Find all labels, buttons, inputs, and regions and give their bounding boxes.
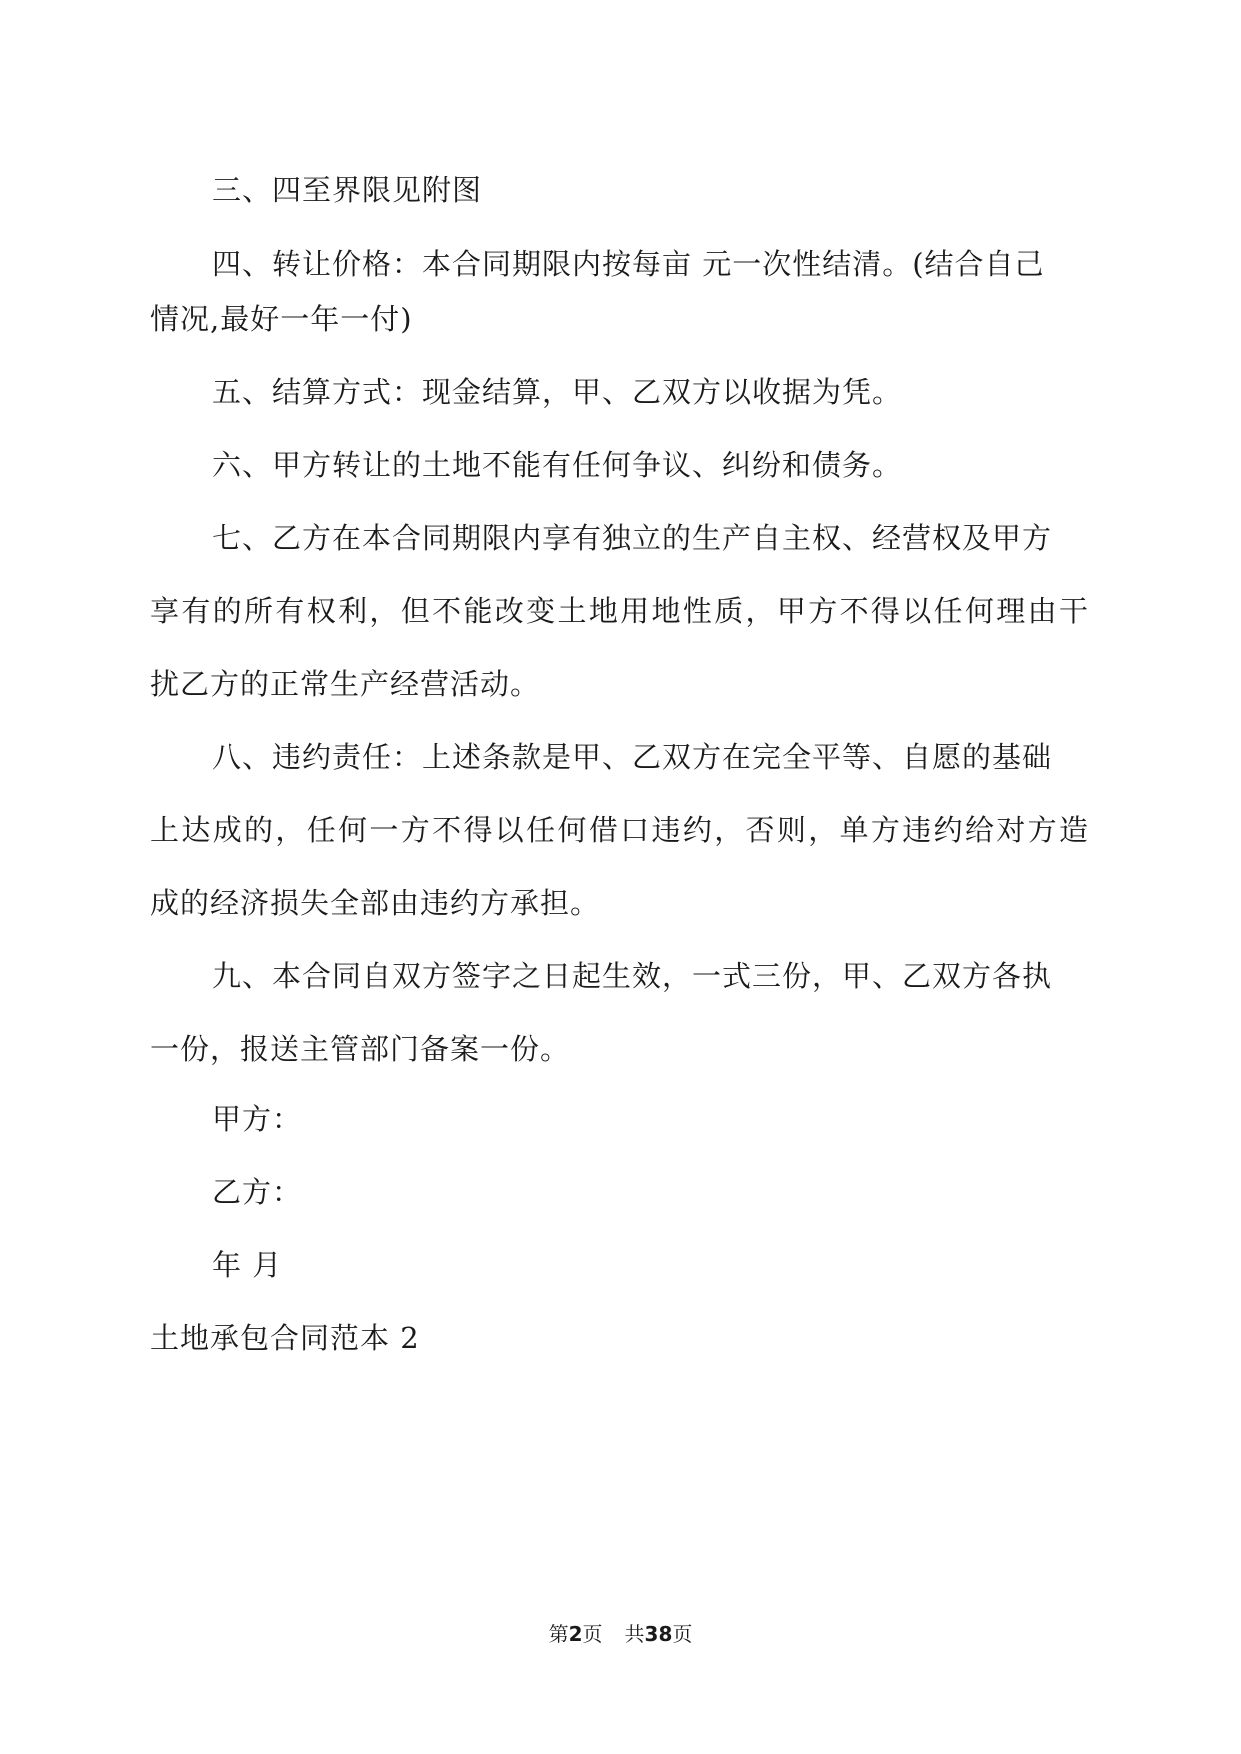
footer-total-suffix: 页 [672,1622,693,1646]
clause-9-line-2: 一份，报送主管部门备案一份。 [150,1032,571,1066]
footer-page-prefix: 第 [548,1622,569,1646]
clause-4-line-2: 情况,最好一年一付) [150,302,413,336]
party-a-signature: 甲方： [212,1102,303,1136]
clause-7-line-1: 七、乙方在本合同期限内享有独立的生产自主权、经营权及甲方 [212,521,1053,555]
footer-page-number: 2 [568,1622,583,1646]
clause-8-line-3: 成的经济损失全部由违约方承担。 [150,886,601,920]
clause-4-line-1: 四、转让价格：本合同期限内按每亩 元一次性结清。(结合自己 [212,247,1045,281]
footer-page-suffix: 页 [582,1622,603,1646]
clause-7-line-2: 享有的所有权利，但不能改变土地用地性质，甲方不得以任何理由干 [150,594,1088,628]
clause-8-line-1: 八、违约责任：上述条款是甲、乙双方在完全平等、自愿的基础 [212,740,1053,774]
party-b-signature: 乙方： [212,1175,303,1209]
clause-7-line-3: 扰乙方的正常生产经营活动。 [150,667,541,701]
page-footer [0,1620,1241,1648]
clause-9-line-1: 九、本合同自双方签字之日起生效，一式三份，甲、乙双方各执 [212,959,1053,993]
date-line: 年 月 [212,1248,283,1282]
clause-3: 三、四至界限见附图 [212,173,483,207]
footer-total-prefix: 共 [624,1622,645,1646]
clause-6: 六、甲方转让的土地不能有任何争议、纠纷和债务。 [212,448,903,482]
footer-total-pages: 38 [644,1622,673,1646]
clause-5: 五、结算方式：现金结算，甲、乙双方以收据为凭。 [212,375,903,409]
clause-8-line-2: 上达成的，任何一方不得以任何借口违约，否则，单方违约给对方造 [150,813,1088,847]
section-heading: 土地承包合同范本 2 [150,1321,420,1355]
